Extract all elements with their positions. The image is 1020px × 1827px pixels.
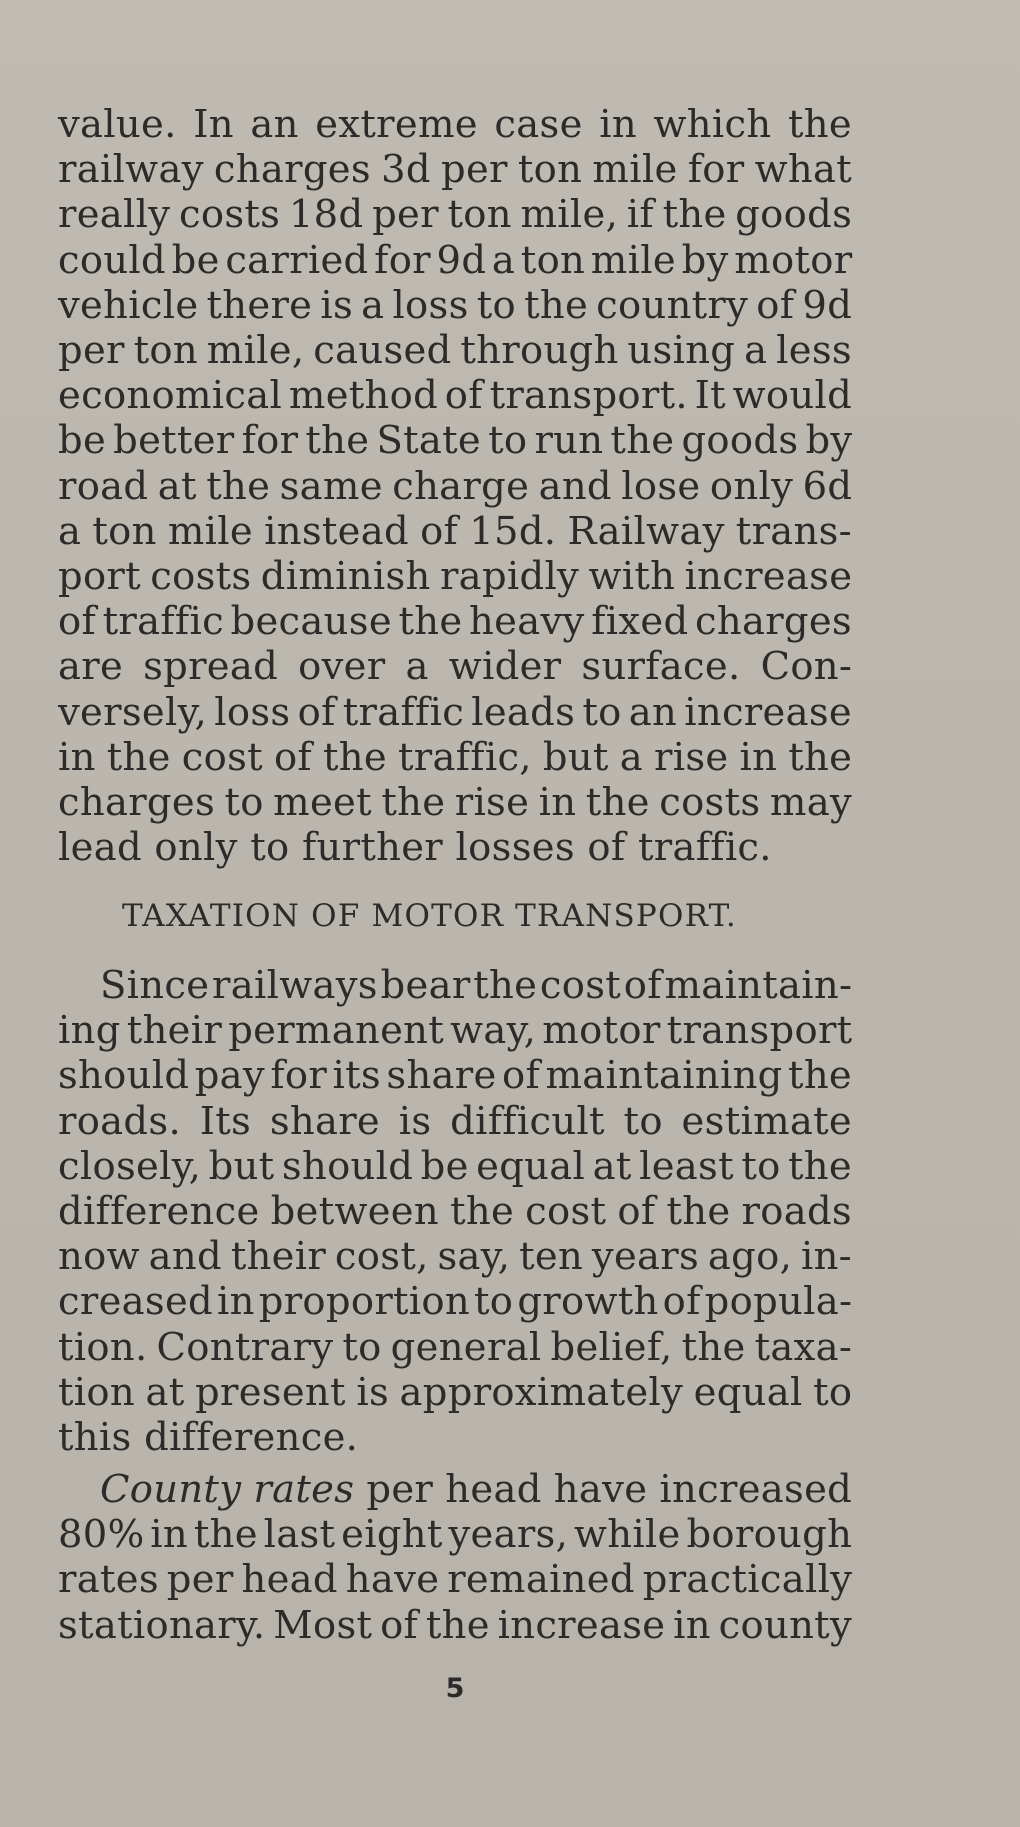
text-line: are spread over a wider surface. Con- (58, 644, 853, 690)
text-line: now and their cost, say, ten years ago, in- (58, 1234, 852, 1280)
text-line: railway charges 3d per ton mile for what (58, 147, 852, 193)
text-line: rates per head have remained practically (58, 1557, 853, 1603)
text-line: value. In an extreme case in which the (58, 102, 852, 147)
text-line: stationary. Most of the increase in county (58, 1602, 852, 1648)
italic-lead: County rates (100, 1467, 355, 1512)
text-line: tion at present is approximately equal to (58, 1369, 853, 1415)
section-heading: TAXATION OF MOTOR TRANSPORT. (122, 898, 737, 934)
paragraph-railway-costs (58, 102, 852, 870)
text-line: roads. Its share is difficult to estimate (58, 1098, 852, 1144)
text-line: in the cost of the traffic, but a rise in the (58, 734, 853, 780)
text-line: 80% in the last eight years, while borough (58, 1512, 853, 1558)
text-line: lead only to further losses of traffic. (58, 825, 772, 871)
text-line: ing their permanent way, motor transport (58, 1008, 853, 1054)
first-line-rest: per head have increased (354, 1467, 853, 1512)
paragraph-county-rates (58, 1467, 852, 1648)
text-line: versely, loss of traffic leads to an increase (58, 689, 852, 735)
text-line: economical method of transport. It would (58, 373, 853, 419)
text-line: be better for the State to run the goods by (58, 418, 853, 464)
text-line: a ton mile instead of 15d. Railway trans- (58, 508, 852, 554)
text-line: closely, but should be equal at least to the (58, 1143, 852, 1189)
text-line: should pay for its share of maintaining the (58, 1053, 852, 1099)
text-line: charges to meet the rise in the costs may (58, 780, 852, 826)
page-number: 5 (445, 1673, 465, 1704)
paragraph-taxation (58, 963, 852, 1460)
text-line: vehicle there is a loss to the country of 9d (58, 282, 853, 328)
text-line: could be carried for 9d a ton mile by motor (58, 237, 853, 283)
text-line: road at the same charge and lose only 6d (58, 463, 853, 509)
text-line: this difference. (58, 1415, 359, 1461)
text-line: port costs diminish rapidly with increase (58, 554, 853, 600)
text-line: tion. Contrary to general belief, the taxa- (58, 1324, 853, 1370)
text-line (58, 1467, 852, 1512)
text-line: creased in proportion to growth of popula- (58, 1279, 853, 1325)
text-line: Since railways bear the cost of maintain- (100, 963, 853, 1008)
text-line: really costs 18d per ton mile, if the goods (58, 192, 853, 238)
text-line: per ton mile, caused through using a less (58, 328, 852, 374)
text-line: difference between the cost of the roads (58, 1189, 852, 1235)
text-line: of traffic because the heavy fixed charges (58, 599, 852, 645)
